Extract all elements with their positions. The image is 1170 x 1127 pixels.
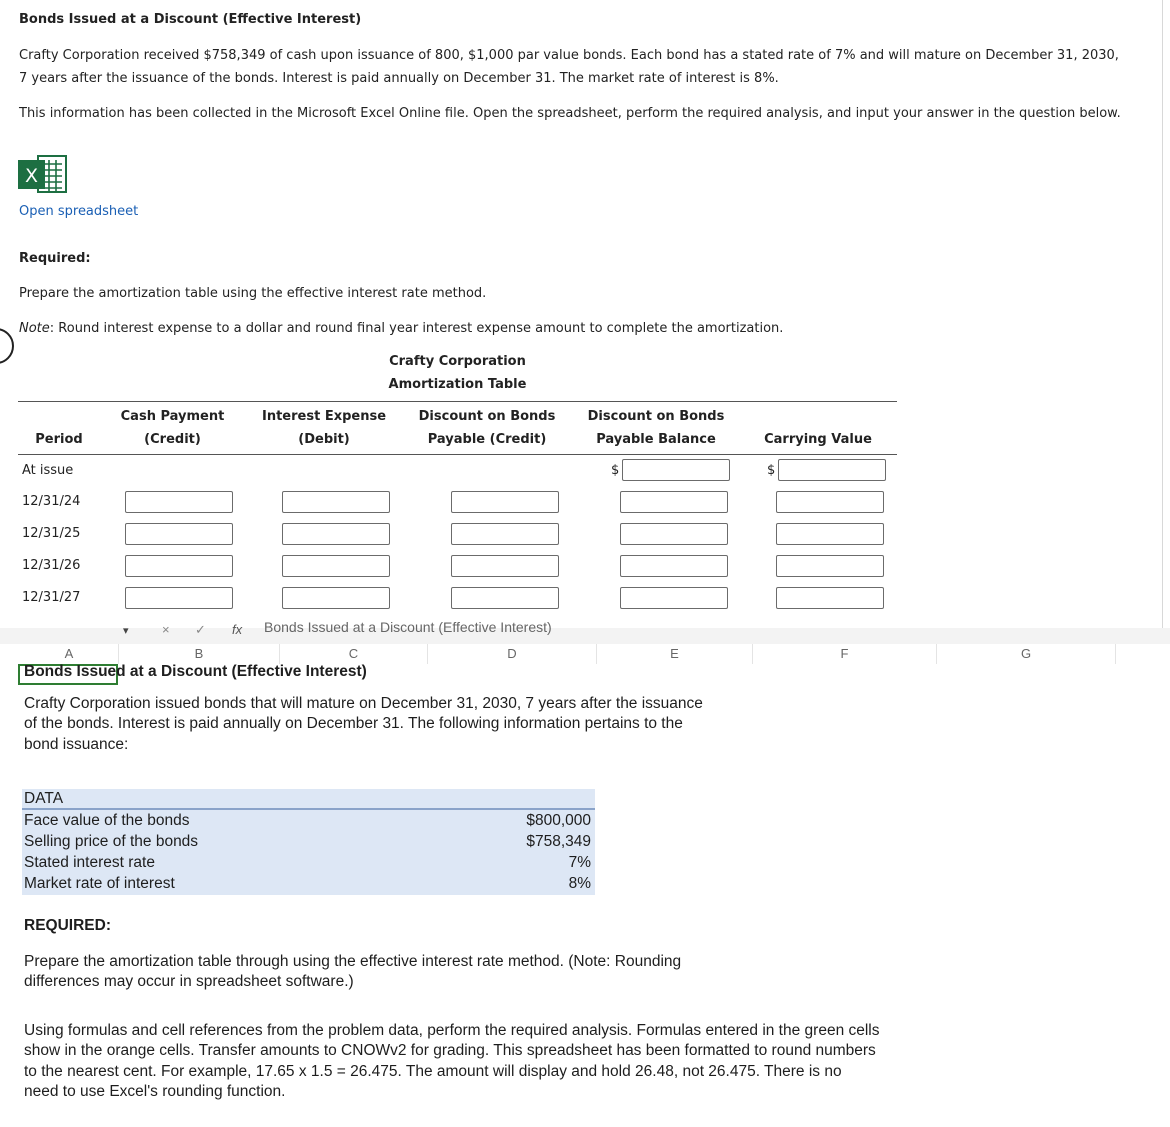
interest-expense-input[interactable] [282,555,390,577]
col-interest-l1: Interest Expense [261,409,387,424]
svg-text:X: X [24,165,39,187]
period-label: 12/31/25 [22,526,81,541]
data-label: Stated interest rate [24,854,155,871]
col-carrying: Carrying Value [764,432,872,447]
required-line-2: differences may occur in spreadsheet software.) [24,973,354,990]
formula-content[interactable]: Bonds Issued at a Discount (Effective Interest) [264,619,552,635]
excel-spreadsheet [0,619,1170,1127]
col-balance-l2: Payable Balance [596,432,716,447]
required-heading: REQUIRED: [24,917,111,934]
instructions-line-1: Using formulas and cell references from the problem data, perform the required analysis. Formulas entered in the green cells [24,1022,880,1039]
intro-line-2: 7 years after the issuance of the bonds. Interest is paid annually on December 31. The market rate of interest is 8%. [19,71,779,86]
instructions-line-3: to the nearest cent. For example, 17.65 x 1.5 = 26.475. The amount will display and hold 26.48, not 26.475. There is no [24,1063,842,1080]
discount-amortization-input[interactable] [451,491,559,513]
fx-icon: fx [232,622,243,637]
instructions-line-2: show in the orange cells. Transfer amounts to CNOWv2 for grading. This spreadsheet has been formatted to round numbers [24,1042,876,1059]
currency-symbol: $ [611,463,620,478]
cash-payment-input[interactable] [125,587,233,609]
carrying-value-input[interactable] [778,459,886,481]
data-label: Face value of the bonds [24,812,190,829]
carrying-value-input[interactable] [776,523,884,545]
note-body: : Round interest expense to a dollar and round final year interest expense amount to complete the amortization. [49,321,784,336]
open-spreadsheet-link[interactable]: Open spreadsheet [19,204,139,219]
balance-input[interactable] [622,459,730,481]
sheet-title: Bonds Issued at a Discount (Effective Interest) [24,663,367,680]
interest-expense-input[interactable] [282,491,390,513]
period-label: 12/31/24 [22,494,81,509]
excel-icon[interactable] [18,153,68,197]
column-header-e[interactable]: E [597,644,753,664]
col-cash-l2: (Credit) [144,432,201,447]
data-value[interactable]: $800,000 [526,812,591,829]
column-header-c[interactable]: C [280,644,428,664]
problem-title: Bonds Issued at a Discount (Effective Interest) [19,12,362,27]
column-header-b[interactable]: B [119,644,280,664]
column-header-a[interactable]: A [20,644,119,664]
formula-bar [0,619,1170,644]
column-header-f[interactable]: F [753,644,937,664]
data-value[interactable]: 8% [568,875,591,892]
required-line-1: Prepare the amortization table through using the effective interest rate method. (Note: Rounding [24,953,682,970]
col-discount-l2: Payable (Credit) [427,432,547,447]
header-top-rule [18,401,897,402]
data-header: DATA [24,790,64,807]
col-period: Period [35,432,83,447]
balance-input[interactable] [620,523,728,545]
data-value[interactable]: 7% [568,854,591,871]
instructions-line-4: need to use Excel's rounding function. [24,1083,286,1100]
note-text [19,318,783,340]
interest-expense-input[interactable] [282,523,390,545]
description-line-1: Crafty Corporation issued bonds that will mature on December 31, 2030, 7 years after the issuance [24,695,703,712]
discount-amortization-input[interactable] [451,587,559,609]
period-label: 12/31/26 [22,558,81,573]
period-label: 12/31/27 [22,590,81,605]
description-line-2: of the bonds. Interest is paid annually on December 31. The following information pertains to the [24,715,683,732]
cash-payment-input[interactable] [125,555,233,577]
required-label: Required: [19,251,91,266]
confirm-icon[interactable]: ✓ [195,622,206,637]
cancel-icon[interactable]: × [162,622,170,637]
carrying-value-input[interactable] [776,555,884,577]
cash-payment-input[interactable] [125,523,233,545]
description-line-3: bond issuance: [24,736,129,753]
intro-line-1: Crafty Corporation received $758,349 of cash upon issuance of 800, $1,000 par value bonds. Each bond has a stated rate of 7% and will mature on December 31, 2030, [19,48,1119,63]
data-value[interactable]: $758,349 [526,833,591,850]
balance-input[interactable] [620,491,728,513]
required-text: Prepare the amortization table using the effective interest rate method. [19,286,487,301]
info-text: This information has been collected in the Microsoft Excel Online file. Open the spreadsheet, perform the required analysis, and input your answer in the question below. [19,106,1121,121]
balance-input[interactable] [620,555,728,577]
discount-amortization-input[interactable] [451,523,559,545]
table-name: Amortization Table [388,377,527,392]
period-label: At issue [22,463,74,478]
col-cash-l1: Cash Payment [120,409,225,424]
currency-symbol: $ [767,463,776,478]
note-label: Note [19,321,50,336]
col-balance-l1: Discount on Bonds [587,409,725,424]
discount-amortization-input[interactable] [451,555,559,577]
interest-expense-input[interactable] [282,587,390,609]
carrying-value-input[interactable] [776,587,884,609]
cash-payment-input[interactable] [125,491,233,513]
data-label: Selling price of the bonds [24,833,199,850]
chevron-down-icon[interactable]: ▾ [123,625,129,637]
col-interest-l2: (Debit) [298,432,350,447]
column-header-g[interactable]: G [937,644,1116,664]
table-company: Crafty Corporation [389,354,526,369]
header-bottom-rule [18,454,897,455]
col-discount-l1: Discount on Bonds [418,409,556,424]
data-label: Market rate of interest [24,875,175,892]
column-header-d[interactable]: D [428,644,597,664]
data-header-rule [22,808,595,810]
carrying-value-input[interactable] [776,491,884,513]
balance-input[interactable] [620,587,728,609]
scroll-indicator [0,328,14,364]
